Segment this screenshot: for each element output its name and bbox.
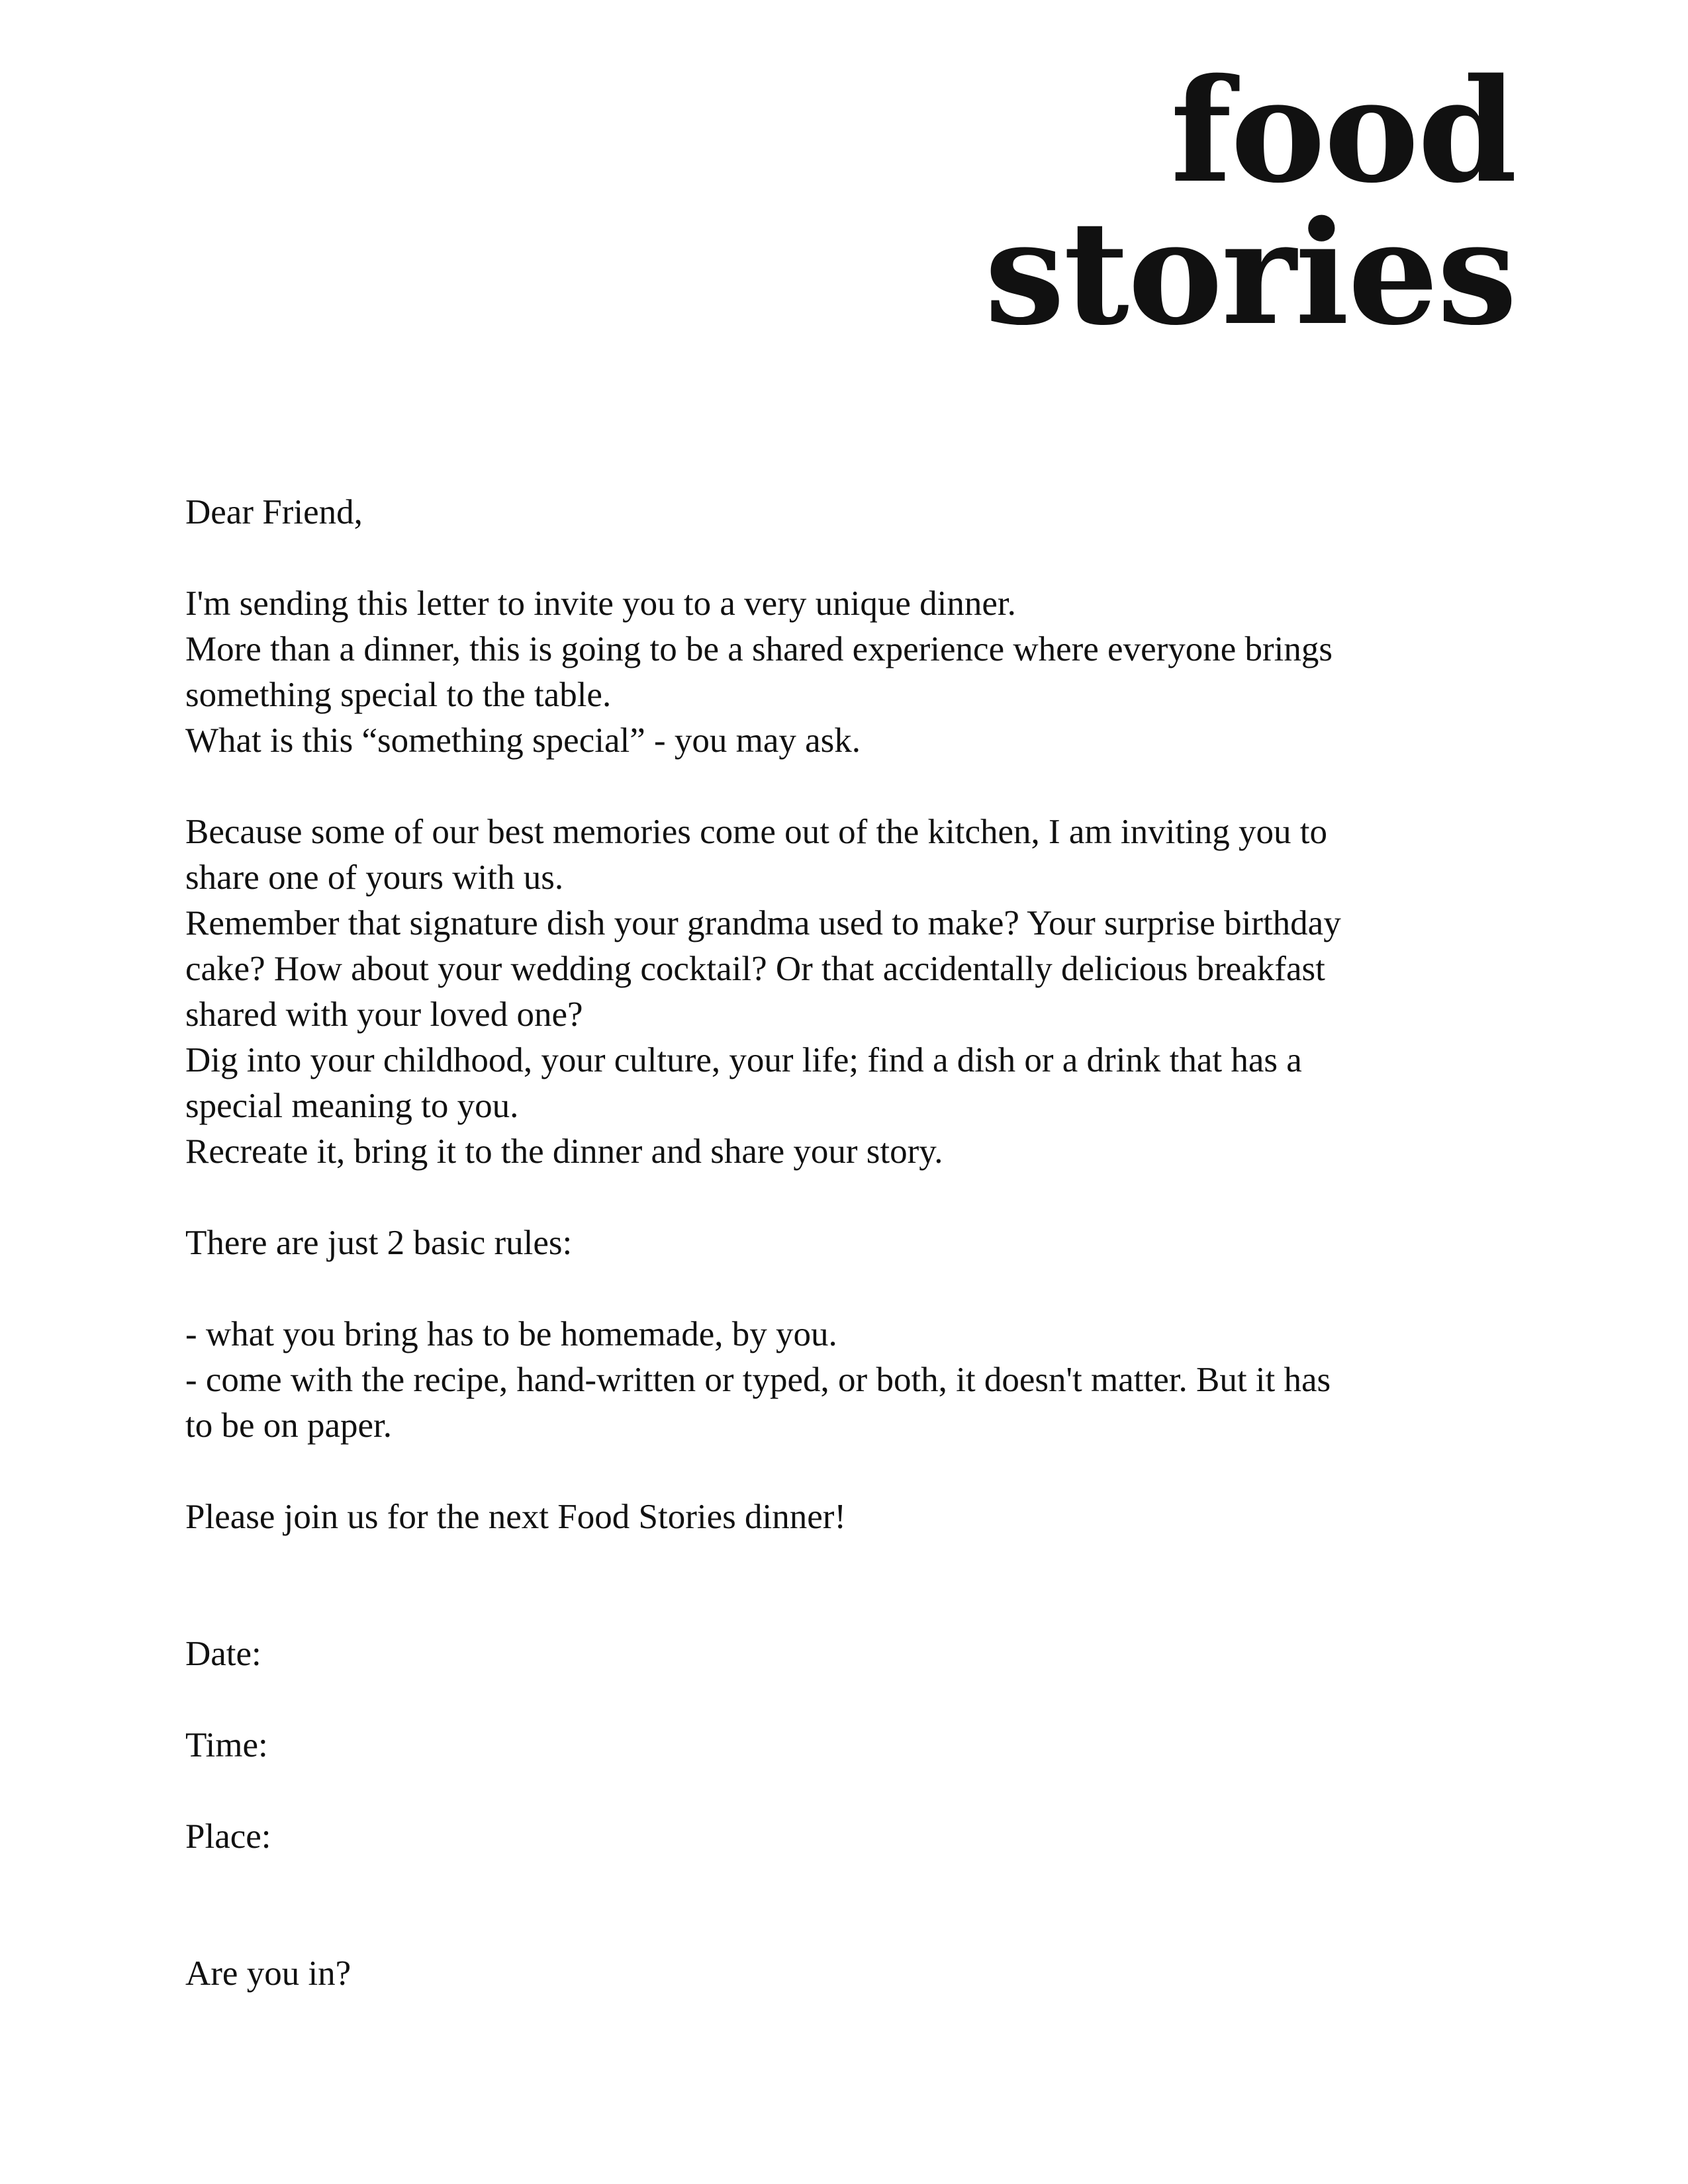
rules-intro: There are just 2 basic rules:	[185, 1224, 573, 1262]
greeting: Dear Friend,	[185, 493, 363, 531]
closing-question: Are you in?	[185, 1954, 352, 1993]
letter-body	[185, 490, 1503, 1997]
title-line-food: food	[1170, 47, 1516, 214]
time-label: Time:	[185, 1726, 268, 1764]
paragraph-line: something special to the table.	[185, 676, 612, 714]
paragraph-line: share one of yours with us.	[185, 858, 564, 897]
date-label: Date:	[185, 1635, 261, 1673]
paragraph-line: What is this “something special” - you may ask.	[185, 721, 861, 760]
paragraph-invitation	[185, 581, 1503, 764]
paragraph-line: cake? How about your wedding cocktail? Or that accidentally delicious breakfast	[185, 950, 1325, 988]
paragraph-line: Because some of our best memories come out of the kitchen, I am inviting you to	[185, 813, 1328, 851]
rule-item: - what you bring has to be homemade, by you.	[185, 1315, 837, 1353]
rule-item: - come with the recipe, hand-written or typed, or both, it doesn't matter. But it has	[185, 1361, 1331, 1399]
title-line-stories: stories	[984, 189, 1516, 357]
paragraph-line: I'm sending this letter to invite you to a very unique dinner.	[185, 584, 1016, 623]
paragraph-line: shared with your loved one?	[185, 995, 583, 1034]
masthead-title	[984, 47, 1516, 357]
rules-list	[185, 1312, 1503, 1449]
place-label: Place:	[185, 1817, 271, 1856]
paragraph-line: Dig into your childhood, your culture, your life; find a dish or a drink that has a	[185, 1041, 1302, 1079]
paragraph-memories	[185, 809, 1503, 1175]
rule-item: to be on paper.	[185, 1406, 393, 1445]
paragraph-line: special meaning to you.	[185, 1087, 519, 1125]
paragraph-line: Remember that signature dish your grandma used to make? Your surprise birthday	[185, 904, 1341, 942]
invite-line: Please join us for the next Food Stories dinner!	[185, 1498, 847, 1536]
paragraph-line: More than a dinner, this is going to be a shared experience where everyone brings	[185, 630, 1333, 668]
paragraph-line: Recreate it, bring it to the dinner and share your story.	[185, 1132, 943, 1171]
